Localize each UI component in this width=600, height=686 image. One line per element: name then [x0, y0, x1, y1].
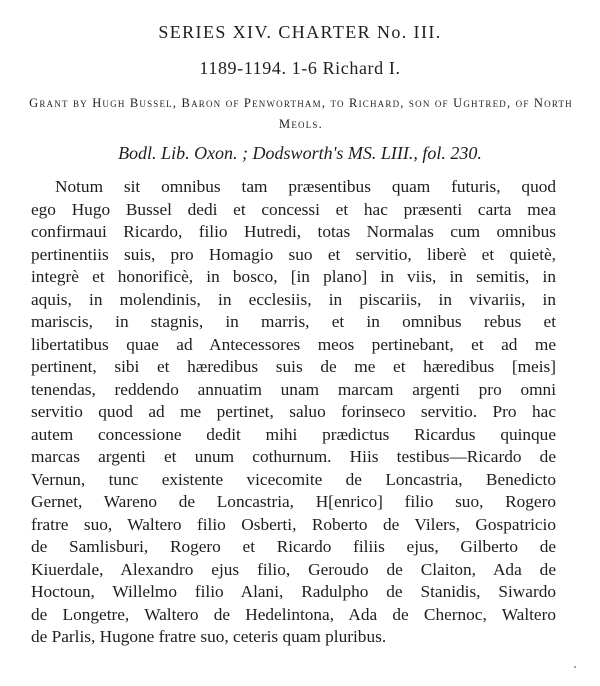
charter-line: mariscis, in stagnis, in marris, et in omnibus rebus et	[31, 312, 556, 331]
charter-line: pertinent, sibi et hæredibus suis de me et hæredibus [meis]	[31, 357, 556, 376]
charter-line: libertatibus quae ad Antecessores meos pertinebant, et ad me	[31, 334, 556, 354]
charter-line: Kiuerdale, Alexandro ejus filio, Geroudo de Claiton, Ada de	[31, 559, 556, 579]
charter-line: ego Hugo Bussel dedi et concessi et hac præsenti carta mea	[31, 199, 556, 219]
charter-line: pertinentiis suis, pro Homagio suo et servitio, liberè et quietè,	[31, 244, 556, 264]
charter-line: autem concessione dedit mihi prædictus Ricardus quinque	[31, 424, 556, 444]
charter-body	[31, 176, 556, 649]
date-heading: 1189-1194. 1-6 Richard I.	[199, 58, 401, 78]
charter-line: Hoctoun, Willelmo filio Alani, Radulpho de Stanidis, Siwardo	[31, 582, 556, 601]
charter-line: confirmaui Ricardo, filio Hutredi, totas Normalas cum omnibus	[31, 222, 556, 241]
charter-line: Vernun, tunc existente vicecomite de Loncastria, Benedicto	[31, 469, 556, 489]
charter-line: Gernet, Wareno de Loncastria, H[enrico] filio suo, Rogero	[31, 492, 556, 511]
charter-line: fratre suo, Waltero filio Osberti, Roberto de Vilers, Gospatricio	[31, 514, 556, 534]
page-speck	[574, 666, 576, 668]
charter-line: de Longetre, Waltero de Hedelintona, Ada de Chernoc, Waltero	[31, 604, 556, 624]
charter-line: integrè et honorificè, in bosco, [in plano] in viis, in semitis, in	[31, 267, 556, 286]
source-reference: Bodl. Lib. Oxon. ; Dodsworth's MS. LIII., fol. 230.	[118, 143, 482, 163]
charter-line: marcas argenti et unum cothurnum. Hiis testibus—Ricardo de	[31, 447, 556, 466]
charter-line: servitio quod ad me pertinet, saluo forinseco servitio. Pro hac	[31, 402, 556, 421]
charter-line: tenendas, reddendo annuatim unam marcam argenti pro omni	[31, 379, 556, 399]
charter-line: de Samlisburi, Rogero et Ricardo filiis ejus, Gilberto de	[31, 537, 556, 556]
grant-description: Grant by Hugh Bussel, Baron of Penwortham, to Richard, son of Ughtred, of North Meols.	[29, 96, 573, 131]
series-heading: SERIES XIV. CHARTER No. III.	[158, 22, 442, 42]
charter-line: aquis, in molendinis, in ecclesiis, in piscariis, in vivariis, in	[31, 289, 556, 309]
charter-line: de Parlis, Hugone fratre suo, ceteris quam pluribus.	[31, 627, 387, 646]
charter-line: Notum sit omnibus tam præsentibus quam futuris, quod	[55, 177, 556, 196]
